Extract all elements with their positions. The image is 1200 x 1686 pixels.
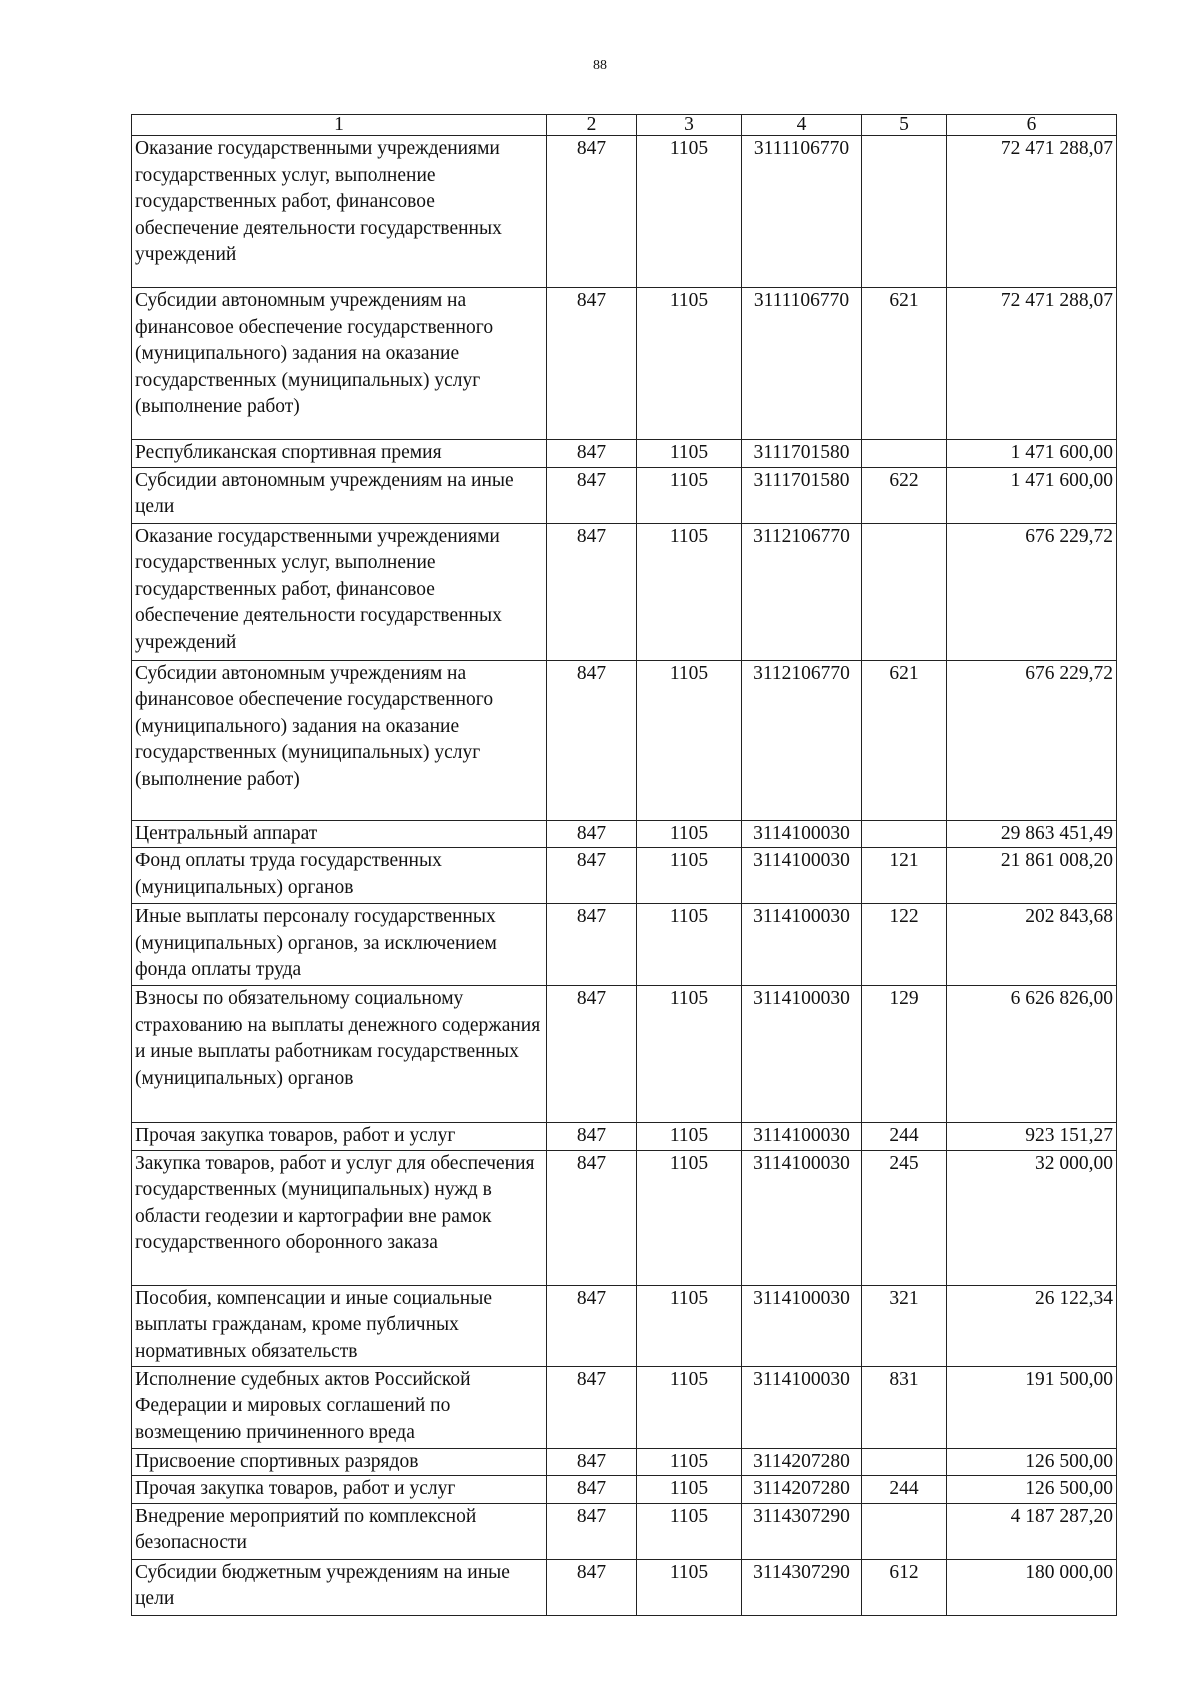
table-row xyxy=(132,1448,1117,1476)
row-ministry-code: 847 xyxy=(547,660,637,820)
row-amount: 126 500,00 xyxy=(947,1448,1117,1476)
row-target-code: 3114100030 xyxy=(742,986,862,1123)
row-target-code: 3114100030 xyxy=(742,1366,862,1448)
row-name: Прочая закупка товаров, работ и услуг xyxy=(132,1123,547,1151)
column-header-5: 5 xyxy=(862,115,947,136)
row-amount: 923 151,27 xyxy=(947,1123,1117,1151)
row-expense-type: 621 xyxy=(862,288,947,440)
column-header-3: 3 xyxy=(637,115,742,136)
row-expense-type: 129 xyxy=(862,986,947,1123)
row-amount: 180 000,00 xyxy=(947,1559,1117,1615)
row-ministry-code: 847 xyxy=(547,986,637,1123)
row-expense-type xyxy=(862,820,947,848)
header-row xyxy=(132,115,1117,136)
row-name: Субсидии автономным учреждениям на финансовое обеспечение государственного (муниципального) задания на оказание государственных (муниципальных) услуг (выполнение работ) xyxy=(132,288,547,440)
row-section-code: 1105 xyxy=(637,440,742,468)
budget-table xyxy=(131,114,1117,1616)
row-ministry-code: 847 xyxy=(547,820,637,848)
row-target-code: 3114100030 xyxy=(742,820,862,848)
column-header-2: 2 xyxy=(547,115,637,136)
row-target-code: 3114207280 xyxy=(742,1448,862,1476)
row-target-code: 3114207280 xyxy=(742,1476,862,1504)
row-name: Прочая закупка товаров, работ и услуг xyxy=(132,1476,547,1504)
row-ministry-code: 847 xyxy=(547,1559,637,1615)
row-target-code: 3114100030 xyxy=(742,1285,862,1366)
table-row xyxy=(132,440,1117,468)
row-ministry-code: 847 xyxy=(547,288,637,440)
row-name: Оказание государственными учреждениями государственных услуг, выполнение государственных работ, финансовое обеспечение деятельности государственных учреждений xyxy=(132,136,547,288)
row-ministry-code: 847 xyxy=(547,1285,637,1366)
row-expense-type: 321 xyxy=(862,1285,947,1366)
row-ministry-code: 847 xyxy=(547,1503,637,1559)
row-name: Субсидии автономным учреждениям на финансовое обеспечение государственного (муниципального) задания на оказание государственных (муниципальных) услуг (выполнение работ) xyxy=(132,660,547,820)
row-ministry-code: 847 xyxy=(547,136,637,288)
row-section-code: 1105 xyxy=(637,1150,742,1285)
row-name: Иные выплаты персоналу государственных (муниципальных) органов, за исключением фонда оплаты труда xyxy=(132,904,547,986)
table-row xyxy=(132,660,1117,820)
row-name: Исполнение судебных актов Российской Федерации и мировых соглашений по возмещению причиненного вреда xyxy=(132,1366,547,1448)
row-expense-type xyxy=(862,1503,947,1559)
row-target-code: 3111106770 xyxy=(742,288,862,440)
row-expense-type: 622 xyxy=(862,467,947,523)
row-target-code: 3114100030 xyxy=(742,1150,862,1285)
row-name: Присвоение спортивных разрядов xyxy=(132,1448,547,1476)
row-target-code: 3111701580 xyxy=(742,467,862,523)
row-expense-type: 244 xyxy=(862,1123,947,1151)
table-row xyxy=(132,1559,1117,1615)
row-target-code: 3114307290 xyxy=(742,1503,862,1559)
row-section-code: 1105 xyxy=(637,1285,742,1366)
row-expense-type: 245 xyxy=(862,1150,947,1285)
table-row xyxy=(132,467,1117,523)
row-ministry-code: 847 xyxy=(547,1123,637,1151)
row-amount: 26 122,34 xyxy=(947,1285,1117,1366)
row-amount: 126 500,00 xyxy=(947,1476,1117,1504)
row-section-code: 1105 xyxy=(637,288,742,440)
row-target-code: 3114100030 xyxy=(742,1123,862,1151)
table-row xyxy=(132,523,1117,660)
row-ministry-code: 847 xyxy=(547,440,637,468)
table-row xyxy=(132,848,1117,904)
row-name: Центральный аппарат xyxy=(132,820,547,848)
row-section-code: 1105 xyxy=(637,136,742,288)
table-row xyxy=(132,820,1117,848)
row-expense-type xyxy=(862,523,947,660)
column-header-6: 6 xyxy=(947,115,1117,136)
row-section-code: 1105 xyxy=(637,1123,742,1151)
row-amount: 676 229,72 xyxy=(947,523,1117,660)
row-name: Субсидии автономным учреждениям на иные цели xyxy=(132,467,547,523)
row-section-code: 1105 xyxy=(637,467,742,523)
row-expense-type: 122 xyxy=(862,904,947,986)
row-name: Республиканская спортивная премия xyxy=(132,440,547,468)
row-section-code: 1105 xyxy=(637,904,742,986)
table-row xyxy=(132,904,1117,986)
row-section-code: 1105 xyxy=(637,1559,742,1615)
table-row xyxy=(132,1366,1117,1448)
row-ministry-code: 847 xyxy=(547,848,637,904)
column-header-1: 1 xyxy=(132,115,547,136)
row-section-code: 1105 xyxy=(637,820,742,848)
row-ministry-code: 847 xyxy=(547,523,637,660)
page-number: 88 xyxy=(593,58,607,73)
row-section-code: 1105 xyxy=(637,523,742,660)
row-amount: 4 187 287,20 xyxy=(947,1503,1117,1559)
row-name: Фонд оплаты труда государственных (муниципальных) органов xyxy=(132,848,547,904)
row-section-code: 1105 xyxy=(637,986,742,1123)
table-row xyxy=(132,1285,1117,1366)
row-expense-type xyxy=(862,1448,947,1476)
row-ministry-code: 847 xyxy=(547,1448,637,1476)
row-expense-type xyxy=(862,440,947,468)
column-header-4: 4 xyxy=(742,115,862,136)
table-row xyxy=(132,986,1117,1123)
row-name: Пособия, компенсации и иные социальные выплаты гражданам, кроме публичных нормативных обязательств xyxy=(132,1285,547,1366)
row-section-code: 1105 xyxy=(637,1448,742,1476)
table-row xyxy=(132,136,1117,288)
row-ministry-code: 847 xyxy=(547,467,637,523)
table-row xyxy=(132,1503,1117,1559)
row-expense-type xyxy=(862,136,947,288)
row-target-code: 3114100030 xyxy=(742,848,862,904)
row-target-code: 3111701580 xyxy=(742,440,862,468)
row-amount: 32 000,00 xyxy=(947,1150,1117,1285)
row-ministry-code: 847 xyxy=(547,1150,637,1285)
row-target-code: 3112106770 xyxy=(742,523,862,660)
table-row xyxy=(132,1150,1117,1285)
row-amount: 72 471 288,07 xyxy=(947,136,1117,288)
row-amount: 202 843,68 xyxy=(947,904,1117,986)
table-row xyxy=(132,1476,1117,1504)
row-target-code: 3111106770 xyxy=(742,136,862,288)
row-name: Внедрение мероприятий по комплексной безопасности xyxy=(132,1503,547,1559)
row-section-code: 1105 xyxy=(637,1503,742,1559)
row-amount: 676 229,72 xyxy=(947,660,1117,820)
row-section-code: 1105 xyxy=(637,848,742,904)
row-ministry-code: 847 xyxy=(547,904,637,986)
table-row xyxy=(132,288,1117,440)
row-expense-type: 121 xyxy=(862,848,947,904)
row-amount: 21 861 008,20 xyxy=(947,848,1117,904)
row-name: Субсидии бюджетным учреждениям на иные цели xyxy=(132,1559,547,1615)
row-amount: 72 471 288,07 xyxy=(947,288,1117,440)
row-expense-type: 612 xyxy=(862,1559,947,1615)
row-target-code: 3114100030 xyxy=(742,904,862,986)
table-row xyxy=(132,1123,1117,1151)
row-amount: 191 500,00 xyxy=(947,1366,1117,1448)
row-amount: 1 471 600,00 xyxy=(947,440,1117,468)
row-target-code: 3112106770 xyxy=(742,660,862,820)
row-amount: 29 863 451,49 xyxy=(947,820,1117,848)
row-section-code: 1105 xyxy=(637,1366,742,1448)
row-ministry-code: 847 xyxy=(547,1366,637,1448)
row-expense-type: 831 xyxy=(862,1366,947,1448)
row-section-code: 1105 xyxy=(637,1476,742,1504)
row-name: Оказание государственными учреждениями государственных услуг, выполнение государственных работ, финансовое обеспечение деятельности государственных учреждений xyxy=(132,523,547,660)
row-target-code: 3114307290 xyxy=(742,1559,862,1615)
row-expense-type: 244 xyxy=(862,1476,947,1504)
row-amount: 6 626 826,00 xyxy=(947,986,1117,1123)
row-amount: 1 471 600,00 xyxy=(947,467,1117,523)
row-expense-type: 621 xyxy=(862,660,947,820)
row-ministry-code: 847 xyxy=(547,1476,637,1504)
row-name: Закупка товаров, работ и услуг для обеспечения государственных (муниципальных) нужд в области геодезии и картографии вне рамок государственного оборонного заказа xyxy=(132,1150,547,1285)
row-section-code: 1105 xyxy=(637,660,742,820)
row-name: Взносы по обязательному социальному страхованию на выплаты денежного содержания и иные выплаты работникам государственных (муниципальных) органов xyxy=(132,986,547,1123)
